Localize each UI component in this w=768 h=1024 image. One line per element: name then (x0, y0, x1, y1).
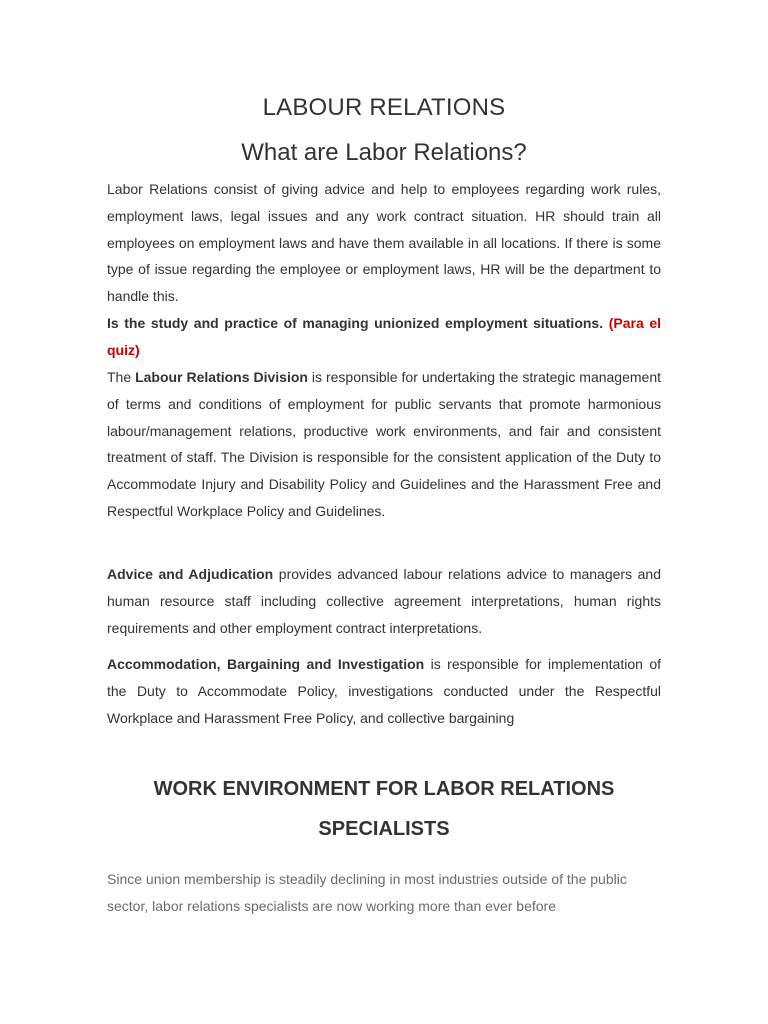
document-title: LABOUR RELATIONS (262, 94, 506, 121)
advice-description: provides advanced labour relations advice to managers and human resource staff including collective agreement interpretations, human rights requirements and other employment contract interpretations. (107, 566, 662, 636)
accommodation-description: is responsible for implementation of the Duty to Accommodate Policy, investigations conducted under the Respectful Workplace and Harassment Free Policy, and collective bargaining (107, 656, 662, 726)
division-name: Labour Relations Division (135, 369, 308, 385)
accommodation-name: Accommodation, Bargaining and Investigation (107, 656, 425, 672)
paragraph-accommodation (107, 651, 661, 731)
division-lead: The (107, 369, 132, 385)
section-heading: WORK ENVIRONMENT FOR LABOR RELATIONS SPECIALISTS (153, 778, 615, 840)
paragraph-work-environment: Since union membership is steadily declining in most industries outside of the public sector, labor relations specialists are now working more than ever before (107, 871, 627, 914)
definition-text: Is the study and practice of managing unionized employment situations. (107, 315, 604, 331)
paragraph-intro: Labor Relations consist of giving advice and help to employees regarding work rules, employment laws, legal issues and any work contract situation. HR should train all employees on employment laws and have them available in all locations. If there is some type of issue regarding the employee or employment laws, HR will be the department to handle this. (107, 181, 661, 305)
document-subtitle: What are Labor Relations? (241, 139, 527, 166)
paragraph-advice (107, 561, 661, 641)
division-description: is responsible for undertaking the strategic management of terms and conditions of employment for public servants that promote harmonious labour/management relations, productive work environments, and fair and consistent treatment of staff. The Division is responsible for the consistent application of the Duty to Accommodate Injury and Disability Policy and Guidelines and the Harassment Free and Respectful Workplace Policy and Guidelines. (107, 369, 661, 519)
paragraph-division (107, 364, 661, 525)
quiz-note: (Para el quiz) (107, 315, 662, 358)
advice-name: Advice and Adjudication (107, 566, 274, 582)
paragraph-definition (107, 310, 661, 364)
